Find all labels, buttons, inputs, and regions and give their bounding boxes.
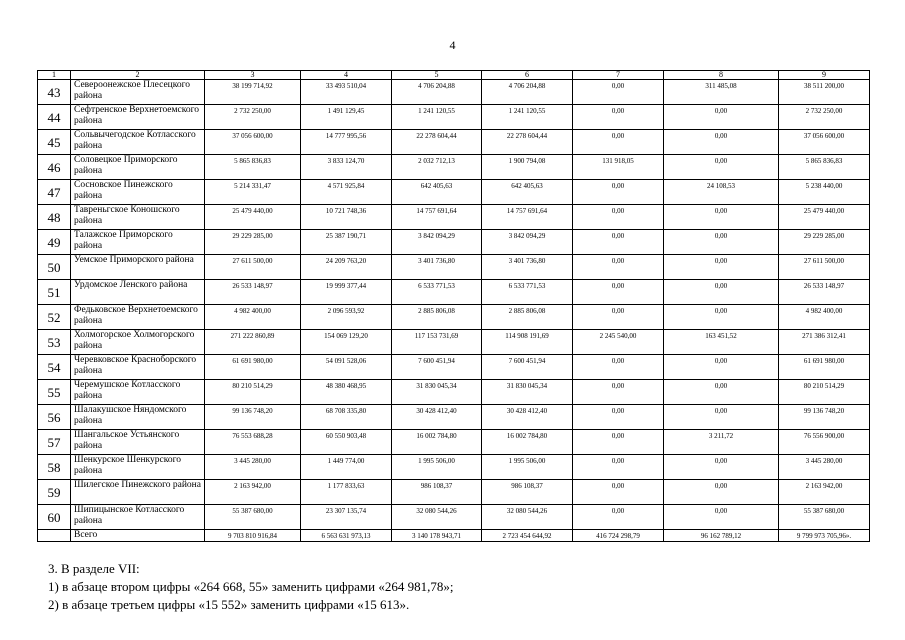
row-number	[38, 530, 71, 542]
value-cell-col-7: 0,00	[573, 355, 664, 380]
value-cell-col-3: 76 553 688,28	[205, 430, 301, 455]
value-cell-col-4: 1 449 774,00	[301, 455, 392, 480]
value-cell-col-6: 1 900 794,08	[482, 155, 573, 180]
value-cell-col-6: 6 533 771,53	[482, 280, 573, 305]
value-cell-col-3: 271 222 860,89	[205, 330, 301, 355]
value-cell-col-9: 99 136 748,20	[779, 405, 870, 430]
value-cell-col-6: 2 723 454 644,92	[482, 530, 573, 542]
value-cell-col-6: 3 842 094,29	[482, 230, 573, 255]
table-row	[38, 205, 870, 230]
value-cell-col-9: 5 865 836,83	[779, 155, 870, 180]
settlement-name: Соловецкое Приморского района	[71, 155, 205, 180]
value-cell-col-4: 1 177 833,63	[301, 480, 392, 505]
value-cell-col-7: 0,00	[573, 180, 664, 205]
value-cell-col-3: 4 982 400,00	[205, 305, 301, 330]
value-cell-col-3: 29 229 285,00	[205, 230, 301, 255]
value-cell-col-9: 38 511 200,00	[779, 80, 870, 105]
value-cell-col-3: 25 479 440,00	[205, 205, 301, 230]
table-row	[38, 230, 870, 255]
value-cell-col-4: 33 493 510,04	[301, 80, 392, 105]
value-cell-col-8: 0,00	[664, 230, 779, 255]
value-cell-col-9: 29 229 285,00	[779, 230, 870, 255]
value-cell-col-8: 0,00	[664, 155, 779, 180]
table-body	[38, 80, 870, 542]
value-cell-col-9: 5 238 440,00	[779, 180, 870, 205]
value-cell-col-7: 0,00	[573, 405, 664, 430]
value-cell-col-7: 416 724 298,79	[573, 530, 664, 542]
settlement-name: Североонежское Плесецкого района	[71, 80, 205, 105]
value-cell-col-5: 14 757 691,64	[392, 205, 482, 230]
table-row	[38, 105, 870, 130]
value-cell-col-6: 30 428 412,40	[482, 405, 573, 430]
header-cell-8: 8	[664, 71, 779, 80]
value-cell-col-7: 0,00	[573, 255, 664, 280]
settlement-name: Холмогорское Холмогорского района	[71, 330, 205, 355]
value-cell-col-3: 3 445 280,00	[205, 455, 301, 480]
table-row	[38, 405, 870, 430]
header-cell-1: 1	[38, 71, 71, 80]
settlement-name: Шалакушское Няндомского района	[71, 405, 205, 430]
value-cell-col-4: 48 380 468,95	[301, 380, 392, 405]
value-cell-col-4: 54 091 528,06	[301, 355, 392, 380]
table-row	[38, 330, 870, 355]
value-cell-col-5: 117 153 731,69	[392, 330, 482, 355]
value-cell-col-6: 2 885 806,08	[482, 305, 573, 330]
value-cell-col-8: 0,00	[664, 380, 779, 405]
value-cell-col-3: 80 210 514,29	[205, 380, 301, 405]
row-number: 49	[38, 230, 71, 255]
value-cell-col-9: 61 691 980,00	[779, 355, 870, 380]
value-cell-col-3: 55 387 680,00	[205, 505, 301, 530]
value-cell-col-3: 2 732 250,00	[205, 105, 301, 130]
settlement-name: Урдомское Ленского района	[71, 280, 205, 305]
value-cell-col-9: 26 533 148,97	[779, 280, 870, 305]
row-number: 52	[38, 305, 71, 330]
value-cell-col-8: 0,00	[664, 455, 779, 480]
row-number: 44	[38, 105, 71, 130]
value-cell-col-7: 0,00	[573, 105, 664, 130]
value-cell-col-3: 9 703 810 916,84	[205, 530, 301, 542]
settlement-name: Черемушское Котласского района	[71, 380, 205, 405]
value-cell-col-4: 3 833 124,70	[301, 155, 392, 180]
header-cell-5: 5	[392, 71, 482, 80]
value-cell-col-9: 27 611 500,00	[779, 255, 870, 280]
table-row	[38, 430, 870, 455]
value-cell-col-9: 2 732 250,00	[779, 105, 870, 130]
value-cell-col-3: 99 136 748,20	[205, 405, 301, 430]
row-number: 45	[38, 130, 71, 155]
value-cell-col-8: 3 211,72	[664, 430, 779, 455]
value-cell-col-9: 2 163 942,00	[779, 480, 870, 505]
value-cell-col-9: 55 387 680,00	[779, 505, 870, 530]
row-number: 59	[38, 480, 71, 505]
table-row	[38, 455, 870, 480]
table-row	[38, 155, 870, 180]
row-number: 46	[38, 155, 71, 180]
value-cell-col-4: 1 491 129,45	[301, 105, 392, 130]
amendment-item-2: 2) в абзаце третьем цифры «15 552» заменить цифрами «15 613».	[48, 597, 410, 612]
value-cell-col-7: 0,00	[573, 380, 664, 405]
value-cell-col-7: 0,00	[573, 80, 664, 105]
value-cell-col-5: 32 080 544,26	[392, 505, 482, 530]
value-cell-col-8: 0,00	[664, 205, 779, 230]
value-cell-col-5: 3 140 178 943,71	[392, 530, 482, 542]
value-cell-col-8: 0,00	[664, 280, 779, 305]
row-number: 60	[38, 505, 71, 530]
table-total-row	[38, 530, 870, 542]
table-row	[38, 255, 870, 280]
value-cell-col-5: 642 405,63	[392, 180, 482, 205]
table-row	[38, 130, 870, 155]
value-cell-col-4: 23 307 135,74	[301, 505, 392, 530]
value-cell-col-6: 32 080 544,26	[482, 505, 573, 530]
value-cell-col-7: 2 245 540,00	[573, 330, 664, 355]
value-cell-col-6: 14 757 691,64	[482, 205, 573, 230]
value-cell-col-8: 0,00	[664, 355, 779, 380]
settlement-name: Всего	[71, 530, 205, 542]
row-number: 47	[38, 180, 71, 205]
header-cell-6: 6	[482, 71, 573, 80]
value-cell-col-5: 16 002 784,80	[392, 430, 482, 455]
value-cell-col-3: 37 056 600,00	[205, 130, 301, 155]
value-cell-col-5: 1 241 120,55	[392, 105, 482, 130]
value-cell-col-7: 0,00	[573, 305, 664, 330]
value-cell-col-3: 26 533 148,97	[205, 280, 301, 305]
row-number: 53	[38, 330, 71, 355]
value-cell-col-7: 131 918,05	[573, 155, 664, 180]
row-number: 48	[38, 205, 71, 230]
row-number: 58	[38, 455, 71, 480]
value-cell-col-5: 22 278 604,44	[392, 130, 482, 155]
value-cell-col-6: 986 108,37	[482, 480, 573, 505]
value-cell-col-4: 19 999 377,44	[301, 280, 392, 305]
row-number: 57	[38, 430, 71, 455]
value-cell-col-9: 271 386 312,41	[779, 330, 870, 355]
value-cell-col-3: 5 865 836,83	[205, 155, 301, 180]
value-cell-col-6: 31 830 045,34	[482, 380, 573, 405]
value-cell-col-3: 5 214 331,47	[205, 180, 301, 205]
value-cell-col-7: 0,00	[573, 430, 664, 455]
value-cell-col-5: 6 533 771,53	[392, 280, 482, 305]
value-cell-col-5: 31 830 045,34	[392, 380, 482, 405]
value-cell-col-4: 25 387 190,71	[301, 230, 392, 255]
value-cell-col-5: 4 706 204,88	[392, 80, 482, 105]
header-cell-4: 4	[301, 71, 392, 80]
table-row	[38, 355, 870, 380]
header-cell-3: 3	[205, 71, 301, 80]
value-cell-col-7: 0,00	[573, 505, 664, 530]
value-cell-col-7: 0,00	[573, 455, 664, 480]
settlement-name: Сольвычегодское Котласского района	[71, 130, 205, 155]
settlement-name: Сосновское Пинежского района	[71, 180, 205, 205]
value-cell-col-9: 3 445 280,00	[779, 455, 870, 480]
value-cell-col-9: 76 556 900,00	[779, 430, 870, 455]
value-cell-col-5: 2 885 806,08	[392, 305, 482, 330]
value-cell-col-5: 7 600 451,94	[392, 355, 482, 380]
table-row	[38, 505, 870, 530]
value-cell-col-4: 154 069 129,20	[301, 330, 392, 355]
value-cell-col-8: 163 451,52	[664, 330, 779, 355]
value-cell-col-6: 114 908 191,69	[482, 330, 573, 355]
settlement-name: Шипицынское Котласского района	[71, 505, 205, 530]
row-number: 54	[38, 355, 71, 380]
value-cell-col-4: 24 209 763,20	[301, 255, 392, 280]
value-cell-col-3: 27 611 500,00	[205, 255, 301, 280]
value-cell-col-4: 60 550 903,48	[301, 430, 392, 455]
value-cell-col-5: 30 428 412,40	[392, 405, 482, 430]
row-number: 43	[38, 80, 71, 105]
value-cell-col-8: 0,00	[664, 305, 779, 330]
value-cell-col-8: 0,00	[664, 105, 779, 130]
value-cell-col-7: 0,00	[573, 280, 664, 305]
table-row	[38, 305, 870, 330]
value-cell-col-7: 0,00	[573, 130, 664, 155]
table-row	[38, 80, 870, 105]
page-number: 4	[449, 38, 456, 52]
value-cell-col-9: 4 982 400,00	[779, 305, 870, 330]
value-cell-col-9: 37 056 600,00	[779, 130, 870, 155]
value-cell-col-6: 1 241 120,55	[482, 105, 573, 130]
header-cell-2: 2	[71, 71, 205, 80]
row-number: 55	[38, 380, 71, 405]
value-cell-col-3: 61 691 980,00	[205, 355, 301, 380]
value-cell-col-9: 25 479 440,00	[779, 205, 870, 230]
row-number: 51	[38, 280, 71, 305]
settlement-name: Тавреньгское Коношского района	[71, 205, 205, 230]
value-cell-col-8: 0,00	[664, 480, 779, 505]
value-cell-col-7: 0,00	[573, 480, 664, 505]
amendment-notes	[48, 560, 453, 614]
value-cell-col-6: 4 706 204,88	[482, 80, 573, 105]
value-cell-col-5: 3 842 094,29	[392, 230, 482, 255]
value-cell-col-5: 2 032 712,13	[392, 155, 482, 180]
settlement-name: Сефтренское Верхнетоемского района	[71, 105, 205, 130]
budget-table	[37, 70, 870, 542]
value-cell-col-6: 16 002 784,80	[482, 430, 573, 455]
value-cell-col-6: 7 600 451,94	[482, 355, 573, 380]
value-cell-col-9: 80 210 514,29	[779, 380, 870, 405]
table-header-row	[38, 71, 870, 80]
value-cell-col-4: 4 571 925,84	[301, 180, 392, 205]
value-cell-col-5: 3 401 736,80	[392, 255, 482, 280]
value-cell-col-8: 0,00	[664, 255, 779, 280]
value-cell-col-6: 642 405,63	[482, 180, 573, 205]
table-row	[38, 280, 870, 305]
settlement-name: Уемское Приморского района	[71, 255, 205, 280]
value-cell-col-8: 24 108,53	[664, 180, 779, 205]
value-cell-col-6: 3 401 736,80	[482, 255, 573, 280]
settlement-name: Шенкурское Шенкурского района	[71, 455, 205, 480]
value-cell-col-7: 0,00	[573, 230, 664, 255]
section-heading: 3. В разделе VII:	[48, 561, 140, 576]
value-cell-col-5: 986 108,37	[392, 480, 482, 505]
settlement-name: Федьковское Верхнетоемского района	[71, 305, 205, 330]
header-cell-9: 9	[779, 71, 870, 80]
value-cell-col-5: 1 995 506,00	[392, 455, 482, 480]
value-cell-col-3: 38 199 714,92	[205, 80, 301, 105]
value-cell-col-4: 2 096 593,92	[301, 305, 392, 330]
value-cell-col-8: 0,00	[664, 130, 779, 155]
value-cell-col-6: 1 995 506,00	[482, 455, 573, 480]
value-cell-col-6: 22 278 604,44	[482, 130, 573, 155]
value-cell-col-8: 0,00	[664, 405, 779, 430]
settlement-name: Шангальское Устьянского района	[71, 430, 205, 455]
value-cell-col-7: 0,00	[573, 205, 664, 230]
value-cell-col-4: 6 563 631 973,13	[301, 530, 392, 542]
row-number: 50	[38, 255, 71, 280]
settlement-name: Шилегское Пинежского района	[71, 480, 205, 505]
value-cell-col-4: 10 721 748,36	[301, 205, 392, 230]
value-cell-col-9: 9 799 973 705,96».	[779, 530, 870, 542]
table-row	[38, 480, 870, 505]
settlement-name: Черевковское Красноборского района	[71, 355, 205, 380]
header-cell-7: 7	[573, 71, 664, 80]
value-cell-col-4: 68 708 335,80	[301, 405, 392, 430]
table-row	[38, 180, 870, 205]
settlement-name: Талажское Приморского района	[71, 230, 205, 255]
table-row	[38, 380, 870, 405]
value-cell-col-3: 2 163 942,00	[205, 480, 301, 505]
value-cell-col-8: 0,00	[664, 505, 779, 530]
value-cell-col-8: 96 162 789,12	[664, 530, 779, 542]
value-cell-col-4: 14 777 995,56	[301, 130, 392, 155]
amendment-item-1: 1) в абзаце втором цифры «264 668, 55» заменить цифрами «264 981,78»;	[48, 579, 454, 594]
row-number: 56	[38, 405, 71, 430]
value-cell-col-8: 311 485,08	[664, 80, 779, 105]
